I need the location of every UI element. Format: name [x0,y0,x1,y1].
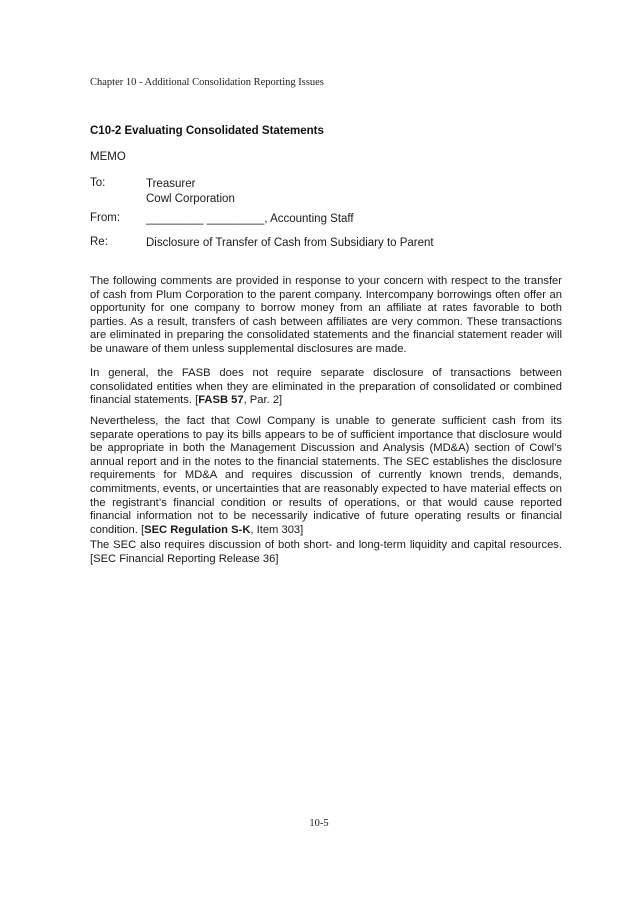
paragraph-3-text [90,415,562,537]
paragraph-2-text [90,367,562,408]
re-label: Re: [90,236,108,248]
paragraph-4 [90,539,562,566]
paragraph-2-body: In general, the FASB does not require separate disclosure of transactions between consolidated entities when they are eliminated in the preparation of consolidated or combined financial statements. [ [90,367,562,407]
paragraph-2 [90,367,562,408]
paragraph-1-text: The following comments are provided in response to your concern with respect to the transfer of cash from Plum Corporation to the parent company. Intercompany borrowings often offer an opportunity for one company to borrow money from an affiliate at rates favorable to both parties. As a result, transfers of cash between affiliates are very common. These transactions are eliminated in preparing the consolidated statements and the financial statement reader will be unaware of them unless supplemental disclosures are made. [90,275,562,355]
from-value: _________ _________, Accounting Staff [146,213,354,225]
to-recipient [146,177,235,206]
paragraph-1 [90,275,562,357]
to-line-1: Treasurer [146,178,196,190]
re-value: Disclosure of Transfer of Cash from Subsidiary to Parent [146,237,434,249]
paragraph-3-body: Nevertheless, the fact that Cowl Company is unable to generate sufficient cash from its separate operations to pay its bills appears to be of sufficient importance that disclosure would be appropriate in both the Management Discussion and Analysis (MD&A) section of Cowl’s annual report and in the notes to the financial statements. The SEC establishes the disclosure requirements for MD&A and requires discussion of currently known trends, demands, commitments, events, or uncertainties that are reasonably expected to have material effects on the registrant’s financial condition or results of operations, or that would cause reported financial information not to be necessarily indicative of future operating results or financial condition. [ [90,415,562,536]
to-line-2: Cowl Corporation [146,192,235,205]
section-title: C10-2 Evaluating Consolidated Statements [90,125,324,137]
running-header: Chapter 10 - Additional Consolidation Reporting Issues [90,77,324,88]
page-number: 10-5 [309,818,329,829]
fasb-citation: FASB 57 [198,394,244,407]
to-label: To: [90,177,106,189]
paragraph-4-text: The SEC also requires discussion of both short- and long-term liquidity and capital resources. [SEC Financial Reporting Release 36] [90,539,562,565]
paragraph-3-tail: , Item 303] [250,523,304,536]
paragraph-3 [90,415,562,537]
paragraph-2-tail: , Par. 2] [243,394,283,407]
sec-regulation-citation: SEC Regulation S-K [144,523,251,536]
from-label: From: [90,212,121,224]
memo-label: MEMO [90,151,126,163]
